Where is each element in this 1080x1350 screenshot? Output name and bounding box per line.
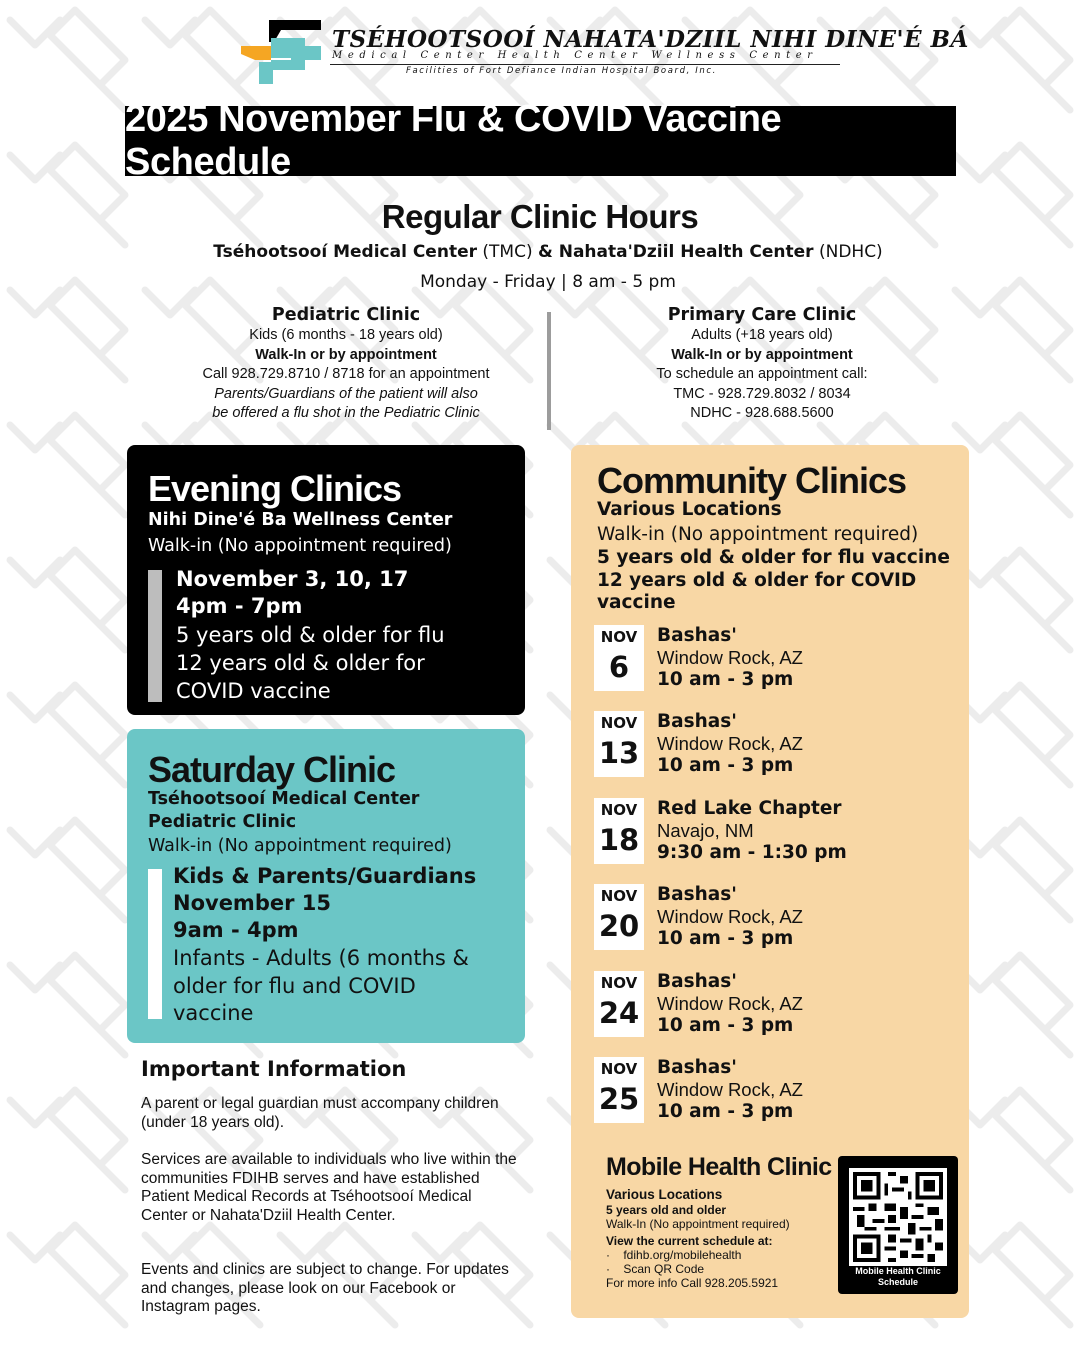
mobile-view-schedule: View the current schedule at: xyxy=(606,1234,773,1248)
mobile-sub: Various Locations xyxy=(606,1187,723,1202)
pediatric-clinic-title: Pediatric Clinic xyxy=(271,305,421,325)
qr-code-card[interactable] xyxy=(838,1156,958,1294)
pediatric-clinic-info xyxy=(166,304,526,424)
event-month: NOV xyxy=(600,714,638,732)
event-day: 13 xyxy=(598,736,640,770)
community-event xyxy=(594,798,954,868)
clinic-divider xyxy=(547,312,551,430)
event-day: 25 xyxy=(598,1082,640,1116)
facility-ndhc-abbr: (NDHC) xyxy=(813,242,883,262)
event-time: 9:30 am - 1:30 pm xyxy=(657,842,847,863)
regular-hours-facilities xyxy=(0,242,1080,262)
qr-code-graphic xyxy=(849,1168,947,1266)
org-divider xyxy=(330,64,840,65)
saturday-walkin: Walk-in (No appointment required) xyxy=(148,836,452,856)
evening-accent-bar xyxy=(148,570,162,702)
primary-walkin: Walk-In or by appointment xyxy=(671,346,853,363)
event-date-box xyxy=(594,1057,644,1123)
community-covid-age-line2: vaccine xyxy=(597,592,676,613)
event-name: Bashas' xyxy=(657,1057,737,1078)
community-title: Community Clinics xyxy=(597,460,907,501)
community-event xyxy=(594,711,954,781)
facility-ndhc: & Nahata'Dziil Health Center xyxy=(537,242,814,262)
event-month: NOV xyxy=(600,1060,638,1078)
primary-call: To schedule an appointment call: xyxy=(656,366,868,382)
org-facility-types: Medical Center Health Center Wellness Center xyxy=(332,50,818,61)
pediatric-age: Kids (6 months - 18 years old) xyxy=(249,327,443,343)
community-walkin: Walk-in (No appointment required) xyxy=(597,524,919,545)
event-name: Bashas' xyxy=(657,884,737,905)
page-title: 2025 November Flu & COVID Vaccine Schedule xyxy=(125,98,782,183)
event-time: 10 am - 3 pm xyxy=(657,1101,794,1122)
regular-hours-title: Regular Clinic Hours xyxy=(381,198,699,235)
community-covid-age-line1: 12 years old & older for COVID xyxy=(597,570,917,591)
pediatric-note-line1: Parents/Guardians of the patient will also xyxy=(214,385,478,402)
regular-hours-time: Monday - Friday | 8 am - 5 pm xyxy=(420,272,676,292)
evening-clinics-card xyxy=(127,445,525,715)
important-info-title: Important Information xyxy=(141,1057,407,1081)
saturday-location-line2: Pediatric Clinic xyxy=(148,812,297,832)
event-date-box xyxy=(594,625,644,691)
mobile-qr-text: Scan QR Code xyxy=(623,1262,705,1276)
community-event xyxy=(594,971,954,1041)
saturday-clinic-card xyxy=(127,729,525,1043)
event-location: Window Rock, AZ xyxy=(657,993,803,1014)
event-month: NOV xyxy=(600,887,638,905)
event-time: 10 am - 3 pm xyxy=(657,755,794,776)
qr-caption-line2: Schedule xyxy=(877,1277,918,1287)
evening-location: Nihi Dine'é Ba Wellness Center xyxy=(148,510,453,530)
event-name: Bashas' xyxy=(657,971,737,992)
important-info-eligibility: Services are available to individuals who live within the communities FDIHB serves and have established Patient Medical Records at Tséhootsooí Medical Center or Nahata'Dziil Health Center. xyxy=(141,1151,517,1224)
evening-title: Evening Clinics xyxy=(148,468,402,509)
logo-icon xyxy=(241,20,321,86)
community-event xyxy=(594,884,954,954)
event-month: NOV xyxy=(600,628,638,646)
important-info-changes: Events and clinics are subject to change. For updates and changes, please look on our Facebook or Instagram pages. xyxy=(141,1261,509,1315)
saturday-desc-line1: Infants - Adults (6 months & xyxy=(173,946,469,970)
primary-age: Adults (+18 years old) xyxy=(691,327,833,343)
event-day: 6 xyxy=(608,650,630,684)
event-name: Red Lake Chapter xyxy=(657,798,842,819)
event-location: Window Rock, AZ xyxy=(657,733,803,754)
event-location: Window Rock, AZ xyxy=(657,647,803,668)
saturday-accent-bar xyxy=(148,869,162,1019)
community-event xyxy=(594,1057,954,1127)
event-location: Window Rock, AZ xyxy=(657,1079,803,1100)
primary-ndhc-phone: NDHC - 928.688.5600 xyxy=(690,405,834,421)
pediatric-walkin: Walk-In or by appointment xyxy=(255,346,437,363)
event-time: 10 am - 3 pm xyxy=(657,669,794,690)
saturday-title: Saturday Clinic xyxy=(148,749,396,790)
mobile-clinic-title: Mobile Health Clinic xyxy=(606,1153,832,1181)
mobile-schedule-link[interactable]: fdihb.org/mobilehealth xyxy=(623,1248,742,1262)
community-clinics-card xyxy=(571,445,969,1318)
schedule-banner xyxy=(125,98,956,183)
important-info-guardian: A parent or legal guardian must accompany children (under 18 years old). xyxy=(141,1095,499,1131)
facility-tmc: Tséhootsooí Medical Center xyxy=(213,242,477,262)
event-time: 10 am - 3 pm xyxy=(657,928,794,949)
primary-care-title: Primary Care Clinic xyxy=(667,305,857,325)
event-name: Bashas' xyxy=(657,711,737,732)
event-location: Navajo, NM xyxy=(657,820,754,841)
evening-desc-line2: 12 years old & older for xyxy=(176,651,425,675)
event-time: 10 am - 3 pm xyxy=(657,1015,794,1036)
community-sub: Various Locations xyxy=(597,499,782,520)
community-flu-age: 5 years old & older for flu vaccine xyxy=(597,547,950,568)
evening-dates: November 3, 10, 17 xyxy=(176,567,409,591)
event-location: Window Rock, AZ xyxy=(657,906,803,927)
saturday-desc-line3: vaccine xyxy=(173,1001,254,1025)
mobile-link-item: · fdihb.org/mobilehealth xyxy=(606,1248,742,1262)
event-day: 20 xyxy=(598,909,640,943)
evening-desc-line1: 5 years old & older for flu xyxy=(176,623,445,647)
event-month: NOV xyxy=(600,974,638,992)
community-event xyxy=(594,625,954,695)
primary-care-info xyxy=(582,304,942,424)
saturday-time: 9am - 4pm xyxy=(173,918,299,942)
saturday-location-line1: Tséhootsooí Medical Center xyxy=(148,789,420,809)
saturday-who: Kids & Parents/Guardians xyxy=(173,864,477,888)
event-date-box xyxy=(594,884,644,950)
qr-caption-line1: Mobile Health Clinic xyxy=(855,1266,941,1276)
mobile-info-phone: For more info Call 928.205.5921 xyxy=(606,1276,779,1290)
event-date-box xyxy=(594,971,644,1037)
saturday-desc-line2: older for flu and COVID xyxy=(173,974,416,998)
saturday-date: November 15 xyxy=(173,891,331,915)
event-month: NOV xyxy=(600,801,638,819)
qr-caption xyxy=(838,1266,958,1288)
facility-tmc-abbr: (TMC) xyxy=(476,242,538,262)
event-name: Bashas' xyxy=(657,625,737,646)
pediatric-phone: Call 928.729.8710 / 8718 for an appointment xyxy=(202,366,490,382)
qr-code-icon xyxy=(849,1168,947,1266)
event-date-box xyxy=(594,798,644,864)
org-tagline: Facilities of Fort Defiance Indian Hospital Board, Inc. xyxy=(406,66,717,76)
evening-walkin: Walk-in (No appointment required) xyxy=(148,536,452,556)
mobile-age: 5 years old and older xyxy=(606,1203,727,1217)
evening-time: 4pm - 7pm xyxy=(176,594,303,618)
pediatric-note-line2: be offered a flu shot in the Pediatric Clinic xyxy=(212,405,480,421)
mobile-walkin: Walk-In (No appointment required) xyxy=(606,1217,790,1231)
org-name: TSÉHOOTSOOÍ NAHATA'DZIIL NIHI DINE'É BÁ xyxy=(332,26,969,53)
event-date-box xyxy=(594,711,644,777)
event-day: 18 xyxy=(598,823,640,857)
evening-desc-line3: COVID vaccine xyxy=(176,679,331,703)
event-day: 24 xyxy=(598,996,640,1030)
primary-tmc-phone: TMC - 928.729.8032 / 8034 xyxy=(673,385,851,402)
mobile-qr-item: · Scan QR Code xyxy=(606,1262,705,1276)
